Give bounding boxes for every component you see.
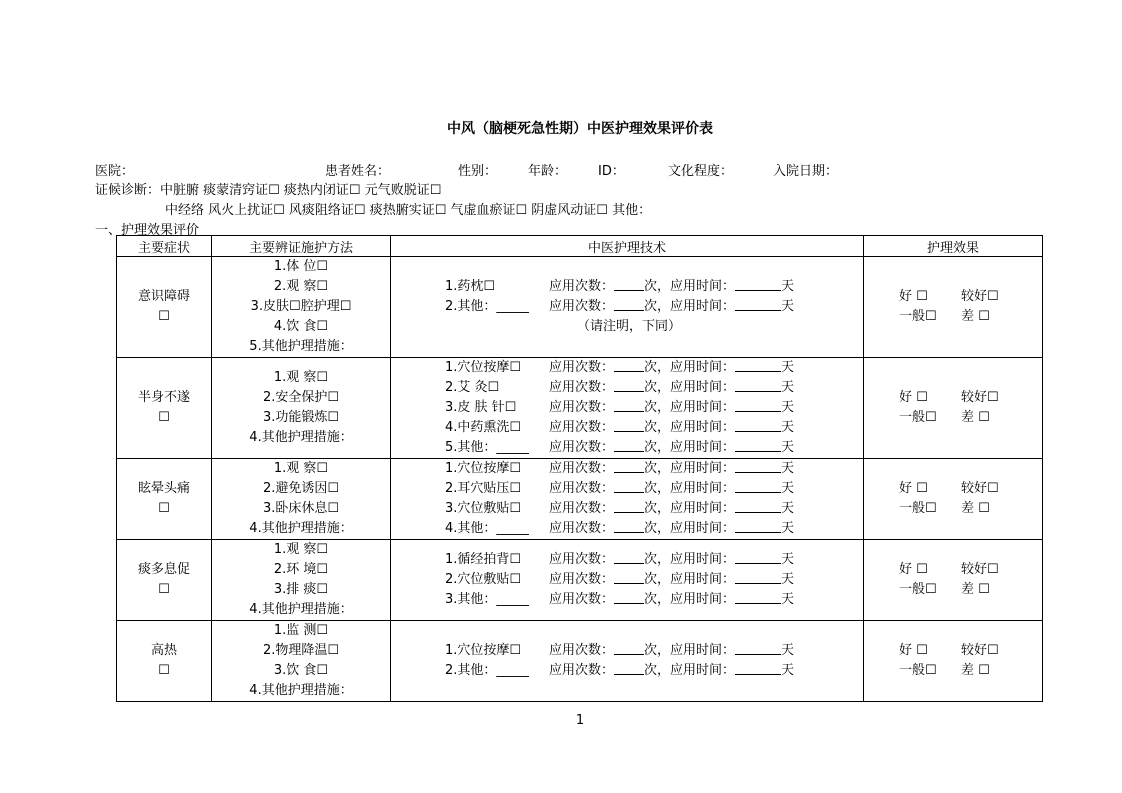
- days-unit: 天: [781, 552, 795, 567]
- symptom-label: 痰多息促: [137, 562, 190, 577]
- times-unit: 次，应用时间：: [644, 461, 736, 476]
- technique-row: [445, 277, 863, 297]
- symptom-label: 意识障碍: [137, 289, 190, 304]
- times-unit: 次，应用时间：: [644, 572, 736, 587]
- times-unit: 次，应用时间：: [644, 360, 736, 375]
- times-unit: 次，应用时间：: [644, 481, 736, 496]
- diagnosis-jingluo: 中经络 风火上扰证☐ 风痰阻络证☐ 痰热腑实证☐ 气虚血瘀证☐ 阴虚风动证☐ 其他：: [165, 203, 652, 218]
- freq-label: 应用次数：: [549, 663, 615, 678]
- technique-cell: [391, 358, 864, 459]
- effect-poor-checkbox[interactable]: 差 ☐: [961, 309, 990, 324]
- times-unit: 次，应用时间：: [644, 400, 736, 415]
- effect-good-checkbox[interactable]: 好 ☐: [899, 289, 928, 304]
- days-unit: 天: [781, 400, 795, 415]
- freq-label: 应用次数：: [549, 501, 615, 516]
- effect-better-checkbox[interactable]: 较好☐: [961, 481, 999, 496]
- technique-row: [445, 378, 863, 398]
- diagnosis-zangfu: 中脏腑 痰蒙清窍证☐ 痰热内闭证☐ 元气败脱证☐: [160, 183, 442, 198]
- technique-row: [445, 479, 863, 499]
- symptom-checkbox[interactable]: ☐: [158, 410, 170, 425]
- freq-label: 应用次数：: [549, 360, 615, 375]
- hospital-label: 医院：: [95, 164, 135, 179]
- symptom-cell: [117, 459, 212, 540]
- freq-label: 应用次数：: [549, 440, 615, 455]
- days-unit: 天: [781, 663, 795, 678]
- page-title: 中风（脑梗死急性期）中医护理效果评价表: [447, 121, 713, 137]
- effect-good-checkbox[interactable]: 好 ☐: [899, 481, 928, 496]
- freq-label: 应用次数：: [549, 592, 615, 607]
- method-item[interactable]: 1.监 测☐: [273, 623, 329, 638]
- method-item[interactable]: 3.功能锻炼☐: [262, 410, 340, 425]
- symptom-label: 半身不遂: [137, 390, 190, 405]
- effect-better-checkbox[interactable]: 较好☐: [961, 289, 999, 304]
- freq-label: 应用次数：: [549, 461, 615, 476]
- effect-good-checkbox[interactable]: 好 ☐: [899, 562, 928, 577]
- technique-name[interactable]: 2.其他：_____: [445, 299, 529, 314]
- technique-row: [445, 418, 863, 438]
- freq-label: 应用次数：: [549, 552, 615, 567]
- days-unit: 天: [781, 420, 795, 435]
- diagnosis-line-1: [95, 179, 441, 198]
- methods-cell: [212, 358, 391, 459]
- technique-row: [445, 570, 863, 590]
- technique-name[interactable]: 1.穴位按摩☐: [445, 360, 522, 375]
- technique-cell: [391, 459, 864, 540]
- method-item[interactable]: 2.安全保护☐: [262, 390, 340, 405]
- times-blank[interactable]: [614, 479, 644, 493]
- days-unit: 天: [781, 481, 795, 496]
- effect-cell: [864, 540, 1043, 621]
- technique-row: [445, 550, 863, 570]
- effect-better-checkbox[interactable]: 较好☐: [961, 390, 999, 405]
- methods-cell: [212, 459, 391, 540]
- technique-name[interactable]: 2.其他：_____: [445, 663, 529, 678]
- method-item[interactable]: 4.其他护理措施：: [249, 430, 353, 445]
- times-blank[interactable]: [614, 277, 644, 291]
- times-blank[interactable]: [614, 358, 644, 372]
- effect-normal-checkbox[interactable]: 一般☐: [899, 410, 937, 425]
- freq-label: 应用次数：: [549, 279, 615, 294]
- symptom-checkbox[interactable]: ☐: [158, 663, 170, 678]
- technique-row: [445, 641, 863, 661]
- method-item[interactable]: 3.饮 食☐: [273, 663, 329, 678]
- symptom-cell: [117, 621, 212, 702]
- days-blank[interactable]: [735, 590, 781, 604]
- sex-label: 性别：: [458, 164, 498, 179]
- methods-cell: [212, 540, 391, 621]
- days-unit: 天: [781, 572, 795, 587]
- days-unit: 天: [781, 501, 795, 516]
- times-blank[interactable]: [614, 297, 644, 311]
- days-blank[interactable]: [735, 378, 781, 392]
- method-item[interactable]: 4.其他护理措施：: [249, 602, 353, 617]
- technique-name[interactable]: 1.穴位按摩☐: [445, 461, 522, 476]
- days-blank[interactable]: [735, 418, 781, 432]
- symptom-cell: [117, 540, 212, 621]
- technique-name[interactable]: 2.艾 灸☐: [445, 380, 500, 395]
- times-unit: 次，应用时间：: [644, 592, 736, 607]
- method-item[interactable]: 1.体 位☐: [273, 259, 329, 274]
- education-label: 文化程度：: [668, 164, 734, 179]
- days-unit: 天: [781, 461, 795, 476]
- effect-cell: [864, 257, 1043, 358]
- method-item[interactable]: 4.其他护理措施：: [249, 521, 353, 536]
- times-unit: 次，应用时间：: [644, 279, 736, 294]
- technique-name[interactable]: 2.耳穴贴压☐: [445, 481, 522, 496]
- technique-row: [445, 297, 863, 317]
- method-item[interactable]: 4.其他护理措施：: [249, 683, 353, 698]
- effect-cell: [864, 621, 1043, 702]
- freq-label: 应用次数：: [549, 400, 615, 415]
- method-item[interactable]: 2.避免诱因☐: [262, 481, 340, 496]
- freq-label: 应用次数：: [549, 420, 615, 435]
- technique-row: [445, 438, 863, 458]
- effect-good-checkbox[interactable]: 好 ☐: [899, 390, 928, 405]
- method-item[interactable]: 1.观 察☐: [273, 370, 329, 385]
- technique-name[interactable]: 1.药枕☐: [445, 279, 496, 294]
- method-item[interactable]: 2.物理降温☐: [262, 643, 340, 658]
- days-blank[interactable]: [735, 459, 781, 473]
- freq-label: 应用次数：: [549, 299, 615, 314]
- technique-row: [445, 590, 863, 610]
- times-blank[interactable]: [614, 550, 644, 564]
- header-technique: 中医护理技术: [391, 236, 864, 257]
- times-unit: 次，应用时间：: [644, 643, 736, 658]
- days-unit: 天: [781, 380, 795, 395]
- technique-name[interactable]: 1.穴位按摩☐: [445, 643, 522, 658]
- technique-row: [445, 459, 863, 479]
- times-blank[interactable]: [614, 438, 644, 452]
- times-blank[interactable]: [614, 661, 644, 675]
- days-unit: 天: [781, 440, 795, 455]
- freq-label: 应用次数：: [549, 521, 615, 536]
- symptom-label: 高热: [150, 643, 177, 658]
- times-unit: 次，应用时间：: [644, 380, 736, 395]
- method-item[interactable]: 2.观 察☐: [273, 279, 329, 294]
- technique-name[interactable]: 3.穴位敷贴☐: [445, 501, 522, 516]
- times-blank[interactable]: [614, 570, 644, 584]
- method-item[interactable]: 3.排 痰☐: [273, 582, 329, 597]
- times-blank[interactable]: [614, 519, 644, 533]
- header-effect: 护理效果: [864, 236, 1043, 257]
- table-row: [117, 257, 1043, 358]
- times-blank[interactable]: [614, 378, 644, 392]
- table-row: [117, 621, 1043, 702]
- technique-cell: [391, 257, 864, 358]
- method-item[interactable]: 1.观 察☐: [273, 461, 329, 476]
- times-unit: 次，应用时间：: [644, 420, 736, 435]
- table-row: [117, 540, 1043, 621]
- times-unit: 次，应用时间：: [644, 299, 736, 314]
- method-item[interactable]: 2.环 境☐: [273, 562, 329, 577]
- diagnosis-label: 证候诊断：: [95, 183, 161, 198]
- days-blank[interactable]: [735, 519, 781, 533]
- id-label: ID：: [598, 164, 625, 179]
- days-blank[interactable]: [735, 641, 781, 655]
- effect-better-checkbox[interactable]: 较好☐: [961, 562, 999, 577]
- technique-cell: [391, 540, 864, 621]
- days-blank[interactable]: [735, 570, 781, 584]
- symptom-checkbox[interactable]: ☐: [158, 582, 170, 597]
- days-blank[interactable]: [735, 661, 781, 675]
- times-unit: 次，应用时间：: [644, 521, 736, 536]
- times-unit: 次，应用时间：: [644, 663, 736, 678]
- symptom-checkbox[interactable]: ☐: [158, 501, 170, 516]
- admit-date-label: 入院日期：: [773, 164, 839, 179]
- method-item[interactable]: 5.其他护理措施：: [249, 339, 353, 354]
- times-blank[interactable]: [614, 459, 644, 473]
- times-blank[interactable]: [614, 499, 644, 513]
- effect-good-checkbox[interactable]: 好 ☐: [899, 643, 928, 658]
- times-blank[interactable]: [614, 590, 644, 604]
- days-unit: 天: [781, 643, 795, 658]
- times-blank[interactable]: [614, 641, 644, 655]
- methods-cell: [212, 257, 391, 358]
- effect-poor-checkbox[interactable]: 差 ☐: [961, 501, 990, 516]
- methods-cell: [212, 621, 391, 702]
- technique-note: （请注明，下同）: [577, 319, 682, 334]
- technique-name[interactable]: 1.循经拍背☐: [445, 552, 522, 567]
- effect-poor-checkbox[interactable]: 差 ☐: [961, 582, 990, 597]
- technique-row: [445, 398, 863, 418]
- effect-cell: [864, 459, 1043, 540]
- days-blank[interactable]: [735, 398, 781, 412]
- technique-name[interactable]: 4.其他：_____: [445, 521, 529, 536]
- table-row: [117, 459, 1043, 540]
- times-blank[interactable]: [614, 418, 644, 432]
- technique-name[interactable]: 4.中药熏洗☐: [445, 420, 522, 435]
- days-blank[interactable]: [735, 499, 781, 513]
- effect-normal-checkbox[interactable]: 一般☐: [899, 663, 937, 678]
- effect-better-checkbox[interactable]: 较好☐: [961, 643, 999, 658]
- symptom-cell: [117, 358, 212, 459]
- effect-normal-checkbox[interactable]: 一般☐: [899, 501, 937, 516]
- freq-label: 应用次数：: [549, 643, 615, 658]
- header-method: 主要辨证施护方法: [212, 236, 391, 257]
- technique-name[interactable]: 2.穴位敷贴☐: [445, 572, 522, 587]
- evaluation-table: [116, 235, 1043, 702]
- days-unit: 天: [781, 360, 795, 375]
- days-blank[interactable]: [735, 550, 781, 564]
- days-unit: 天: [781, 279, 795, 294]
- symptom-checkbox[interactable]: ☐: [158, 309, 170, 324]
- technique-name[interactable]: 3.皮 肤 针☐: [445, 400, 517, 415]
- freq-label: 应用次数：: [549, 380, 615, 395]
- days-blank[interactable]: [735, 358, 781, 372]
- effect-normal-checkbox[interactable]: 一般☐: [899, 582, 937, 597]
- section-heading: 一、护理效果评价: [95, 223, 200, 238]
- days-blank[interactable]: [735, 438, 781, 452]
- method-item[interactable]: 1.观 察☐: [273, 542, 329, 557]
- technique-cell: [391, 621, 864, 702]
- header-symptom: 主要症状: [117, 236, 212, 257]
- freq-label: 应用次数：: [549, 572, 615, 587]
- age-label: 年龄：: [528, 164, 568, 179]
- symptom-cell: [117, 257, 212, 358]
- times-unit: 次，应用时间：: [644, 501, 736, 516]
- method-item[interactable]: 3.卧床休息☐: [262, 501, 340, 516]
- effect-poor-checkbox[interactable]: 差 ☐: [961, 410, 990, 425]
- days-blank[interactable]: [735, 479, 781, 493]
- patient-name-label: 患者姓名：: [325, 164, 391, 179]
- method-item[interactable]: 4.饮 食☐: [273, 319, 329, 334]
- times-unit: 次，应用时间：: [644, 552, 736, 567]
- days-unit: 天: [781, 592, 795, 607]
- technique-row: [445, 519, 863, 539]
- effect-poor-checkbox[interactable]: 差 ☐: [961, 663, 990, 678]
- effect-normal-checkbox[interactable]: 一般☐: [899, 309, 937, 324]
- technique-name[interactable]: 5.其他：_____: [445, 440, 529, 455]
- method-item[interactable]: 3.皮肤☐腔护理☐: [250, 299, 352, 314]
- technique-row: [445, 499, 863, 519]
- times-unit: 次，应用时间：: [644, 440, 736, 455]
- days-unit: 天: [781, 521, 795, 536]
- symptom-label: 眩晕头痛: [137, 481, 190, 496]
- days-blank[interactable]: [735, 297, 781, 311]
- days-unit: 天: [781, 299, 795, 314]
- technique-row: [445, 358, 863, 378]
- times-blank[interactable]: [614, 398, 644, 412]
- table-row: [117, 358, 1043, 459]
- freq-label: 应用次数：: [549, 481, 615, 496]
- technique-row: [445, 661, 863, 681]
- page-number: 1: [575, 713, 585, 728]
- technique-name[interactable]: 3.其他：_____: [445, 592, 529, 607]
- days-blank[interactable]: [735, 277, 781, 291]
- effect-cell: [864, 358, 1043, 459]
